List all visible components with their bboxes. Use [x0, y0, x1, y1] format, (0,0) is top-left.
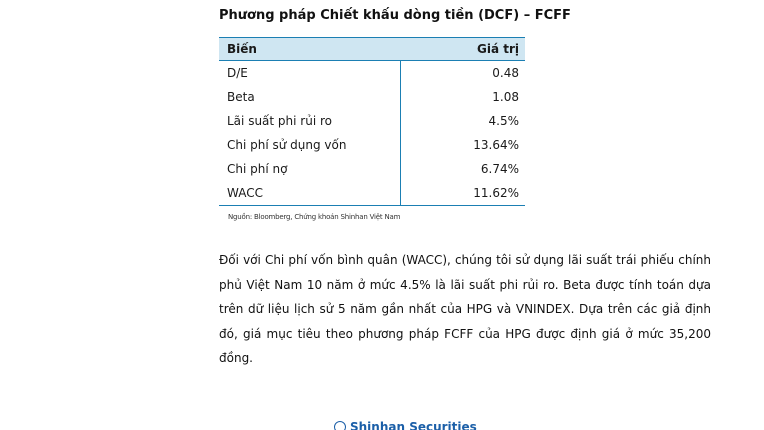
row-name-cell: Lãi suất phi rủi ro	[227, 114, 332, 128]
table-row	[219, 157, 525, 181]
row-name-cell: Chi phí nợ	[227, 162, 288, 176]
table-title: Phương pháp Chiết khấu dòng tiền (DCF) – FCFF	[219, 8, 571, 23]
row-value-cell: 4.5%	[488, 114, 519, 128]
table-row	[219, 181, 525, 205]
header-value-cell: Giá trị	[476, 42, 519, 56]
table-row	[219, 109, 525, 133]
row-value-cell: 6.74%	[480, 162, 519, 176]
header-name-cell: Biến	[227, 42, 257, 56]
row-value-cell: 1.08	[492, 90, 519, 104]
body-paragraph: Đối với Chi phí vốn bình quân (WACC), chúng tôi sử dụng lãi suất trái phiếu chính phủ Việt Nam 10 năm ở mức 4.5% là lãi suất phi rủi ro. Beta được tính toán dựa trên dữ liệu lịch sử 5 năm gần nhất của HPG và VNINDEX. Dựa trên các giả định đó, giá mục tiêu theo phương pháp FCFF của HPG được định giá ở mức 35,200 đồng.	[219, 253, 711, 365]
row-value-cell: 13.64%	[473, 138, 519, 152]
source-note: Nguồn: Bloomberg, Chứng khoán Shinhan Việt Nam	[228, 213, 401, 221]
column-divider	[400, 61, 401, 205]
shinhan-logo-icon	[334, 421, 346, 430]
table-row	[219, 61, 525, 85]
row-name-cell: Beta	[227, 90, 255, 104]
row-name-cell: Chi phí sử dụng vốn	[227, 138, 347, 152]
row-value-cell: 11.62%	[473, 186, 519, 200]
dcf-table	[219, 37, 525, 206]
row-value-cell: 0.48	[492, 66, 519, 80]
footer-logo-text: Shinhan Securities	[350, 420, 477, 430]
row-name-cell: D/E	[227, 66, 248, 80]
table-row	[219, 133, 525, 157]
table-header-row	[219, 37, 525, 61]
table-body	[219, 61, 525, 206]
row-name-cell: WACC	[227, 186, 263, 200]
table-row	[219, 85, 525, 109]
footer-logo	[334, 420, 477, 430]
